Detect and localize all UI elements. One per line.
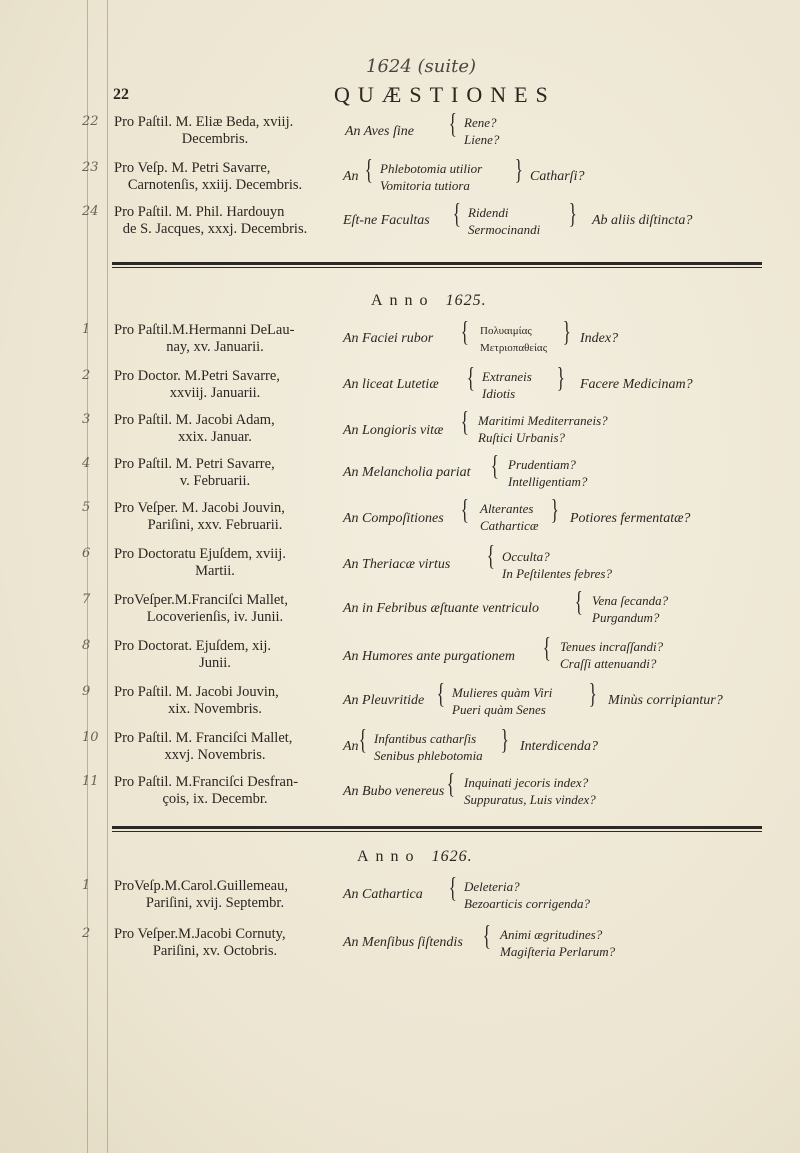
entry-number: 4 xyxy=(82,456,91,471)
book-page: 1624 (suite) 22 QUÆSTIONES 22 Pro Paſtil. M. Eliæ Beda, xviij. Decembris. An Aves ſine { Rene? Liene? 23 Pro Veſp. M. Petri Savarre, Carnotenſis, xxiij. Decembris. An { Phlebotomia utilior Vomitoria tutiora } Catharſi? 24 Pro Paſtil. M. Phil. Hardouyn de S. Jacques, xxxj. Decembris. Eſt-ne Facultas { Ridendi Sermocinandi } Ab aliis diſtincta? Anno 1625. 1 Pro Paſtil.M.Hermanni DeLau- nay, xv. Januarii. An Faciei rubor { Πολυαιμίας Μετριοπαθείας } Index? 2 Pro Doctor. M.Petri Savarre, xxviij. Januarii. An liceat Lutetiæ { Extraneis Idiotis } Facere Medicinam? 3 Pro Paſtil. M. Jacobi Adam, xxix. Januar. An Longioris vitæ { Maritimi Mediterraneis? Ruſtici Urbanis? 4 Pro Paſtil. M. Petri Savarre, v. Februarii. An Melancholia pariat { Prudentiam? Intelligentiam? 5 Pro Veſper. M. Jacobi Jouvin, Pariſini, xxv. Februarii. An Compoſitiones { Alterantes Catharticæ } Potiores fermentatæ? 6 Pro Doctoratu Ejuſdem, xviij. Martii. An Theriacæ virtus { Occulta? In Peſtilentes febres? 7 ProVeſper.M.Franciſci Mallet, Locoverienſis, iv. Junii. An in Febribus æſtuante ventriculo { Vena ſecanda? Purgandum? 8 Pro Doctorat. Ejuſdem, xij. Junii. An Humores ante purgationem { Tenues incraſſandi? Craſſi attenuandi? 9 Pro Paſtil. M. Jacobi Jouvin, xix. Novembris. An Pleuvritide { Mulieres quàm Viri Pueri quàm Senes } Minùs corripiantur? 10 Pro Paſtil. M. Franciſci Mallet, xxvj. Novembris. An { Infantibus catharſis Senibus phlebotomia } Interdicenda? 11 Pro Paſtil. M.Franciſci Desfran- çois, ix. Decembr. An Bubo venereus { Inquinati jecoris index? Suppuratus, Luis vindex? Anno 1626. 1 ProVeſp.M.Carol.Guillemeau, Pariſini, xvij. Septembr. An Cathartica { Deleteria? Bezoarticis corrigenda? 2 Pro Veſper.M.Jacobi Cornuty, Pariſini, xv. Octobris. An Menſibus ſiſtendis { Animi ægritudines? Magiſteria Perlarum? xyxy=(0,0,800,1153)
section-divider xyxy=(112,267,762,268)
entry-number: 1 xyxy=(82,322,91,337)
entry-person: Pro Veſper.M.Jacobi Cornuty, Pariſini, xv. Octobris. xyxy=(114,926,286,959)
entry-number: 24 xyxy=(82,204,99,219)
year-heading: Anno 1625. xyxy=(371,292,487,309)
entry-number: 8 xyxy=(82,638,91,653)
entry-person: Pro Paſtil. M.Franciſci Desfran- çois, ix. Decembr. xyxy=(114,774,299,807)
entry-person: Pro Veſp. M. Petri Savarre, Carnotenſis, xxiij. Decembris. xyxy=(114,160,303,193)
entry-number: 10 xyxy=(82,730,99,745)
year-heading: Anno 1626. xyxy=(357,848,473,865)
section-divider xyxy=(112,826,762,829)
entry-person: Pro Paſtil. M. Petri Savarre, v. Februarii. xyxy=(114,456,275,489)
entry-person: Pro Doctoratu Ejuſdem, xviij. Martii. xyxy=(114,546,286,579)
entry-person: Pro Veſper. M. Jacobi Jouvin, Pariſini, xxv. Februarii. xyxy=(114,500,285,533)
entry-number: 3 xyxy=(82,412,91,427)
section-divider xyxy=(112,831,762,832)
entry-person: Pro Paſtil. M. Jacobi Jouvin, xix. Novembris. xyxy=(114,684,279,717)
entry-number: 2 xyxy=(82,926,91,941)
entry-number: 23 xyxy=(82,160,99,175)
entry-number: 22 xyxy=(82,114,99,129)
entry-person: Pro Paſtil. M. Franciſci Mallet, xxvj. Novembris. xyxy=(114,730,293,763)
entry-person: Pro Doctorat. Ejuſdem, xij. Junii. xyxy=(114,638,272,671)
entry-person: Pro Paſtil. M. Phil. Hardouyn de S. Jacques, xxxj. Decembris. xyxy=(114,204,308,237)
page-number: 22 xyxy=(113,86,129,103)
entry-number: 11 xyxy=(82,774,99,789)
entry-number: 7 xyxy=(82,592,91,607)
entry-number: 6 xyxy=(82,546,91,561)
entry-person: Pro Paſtil. M. Eliæ Beda, xviij. Decembris. xyxy=(114,114,294,147)
entry-number: 9 xyxy=(82,684,91,699)
entry-number: 5 xyxy=(82,500,91,515)
margin-line xyxy=(107,0,108,1153)
section-divider xyxy=(112,262,762,265)
page-title: QUÆSTIONES xyxy=(334,82,556,107)
entry-number: 1 xyxy=(82,878,91,893)
entry-person: Pro Paſtil.M.Hermanni DeLau- nay, xv. Januarii. xyxy=(114,322,295,355)
entry-person: Pro Paſtil. M. Jacobi Adam, xxix. Januar. xyxy=(114,412,275,445)
entry-person: Pro Doctor. M.Petri Savarre, xxviij. Januarii. xyxy=(114,368,280,401)
entry-person: ProVeſp.M.Carol.Guillemeau, Pariſini, xvij. Septembr. xyxy=(114,878,288,911)
handwritten-note: 1624 (suite) xyxy=(366,56,477,77)
entry-number: 2 xyxy=(82,368,91,383)
entry-person: ProVeſper.M.Franciſci Mallet, Locoverienſis, iv. Junii. xyxy=(114,592,288,625)
